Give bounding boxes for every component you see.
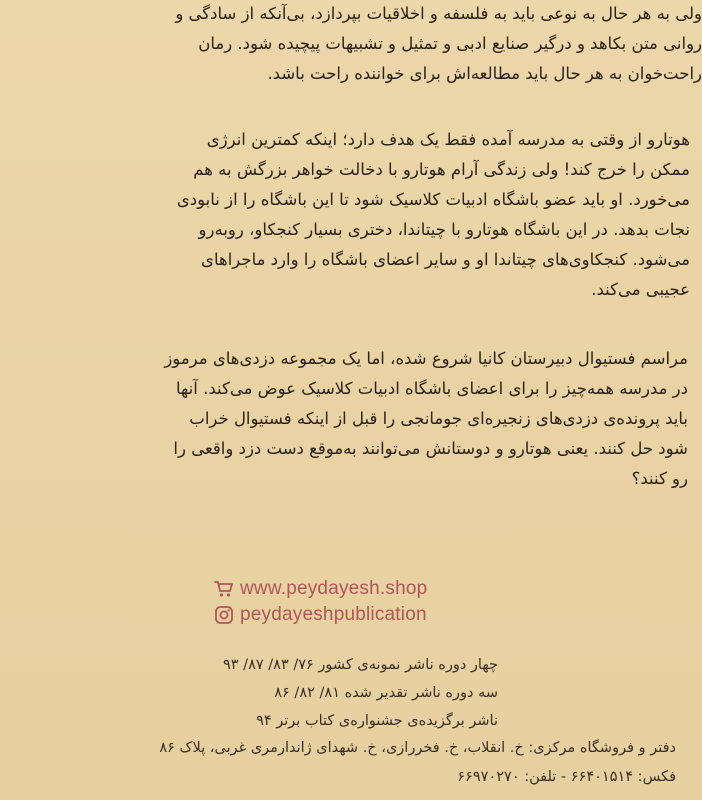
paragraph-line: ولی به هر حال به نوعی باید به فلسفه و اخلاقیات بپردازد، بی‌آنکه از سادگی و — [175, 4, 702, 23]
paragraph-line: عجیبی می‌کند. — [591, 280, 690, 299]
award-line: سه دوره ناشر تقدیر شده ۸۱/ ۸۲/ ۸۶ — [274, 685, 498, 701]
paragraph-synopsis — [80, 125, 690, 305]
instagram-icon — [214, 605, 234, 625]
paragraph-line: رو کنند؟ — [631, 469, 688, 488]
award-line: ناشر برگزیده‌ی جشنواره‌ی کتاب برتر ۹۴ — [256, 713, 498, 729]
paragraph-line: باید پرونده‌ی دزدی‌های زنجیره‌ای جومانجی را قبل از اینکه فستیوال خراب — [189, 409, 688, 428]
website-link[interactable] — [214, 578, 427, 600]
paragraph-line: راحت‌خوان به هر حال باید مطالعه‌اش برای خواننده راحت باشد. — [267, 64, 702, 83]
address-line: دفتر و فروشگاه مرکزی: خ. انقلاب، خ. فخررازی، خ. شهدای ژاندارمری غربی، پلاک ۸۶ — [159, 740, 676, 756]
paragraph-line: در مدرسه همه‌چیز را برای اعضای باشگاه ادبیات کلاسیک عوض می‌کند. آنها — [176, 379, 688, 398]
phone-fax-line: فکس: ۶۶۴۰۱۵۱۴ - تلفن: ۶۶۹۷۰۲۷۰ — [457, 769, 676, 785]
paragraph-line: مراسم فستیوال دبیرستان کانیا شروع شده، اما یک مجموعه دزدی‌های مرموز — [164, 349, 688, 368]
paragraph-line: می‌شود. کنجکاوی‌های چیتاندا او و سایر اعضای باشگاه را وارد ماجراهای — [201, 250, 690, 269]
instagram-link[interactable] — [214, 604, 427, 626]
paragraph-intro — [86, 0, 702, 89]
award-line: چهار دوره ناشر نمونه‌ی کشور ۷۶/ ۸۳/ ۸۷/ ۹۳ — [223, 657, 498, 673]
paragraph-line: هوتارو از وقتی به مدرسه آمده فقط یک هدف دارد؛ اینکه کمترین انرژی — [206, 130, 690, 149]
paragraph-line: شود حل کنند. یعنی هوتارو و دوستانش می‌توانند به‌موقع دست دزد واقعی را — [173, 439, 688, 458]
paragraph-line: نجات بدهد. در این باشگاه هوتارو با چیتاندا، دختری بسیار کنجکاو، روبه‌رو — [198, 220, 690, 239]
paragraph-line: ممکن را خرج کند! ولی زندگی آرام هوتارو با دخالت خواهر بزرگش به هم — [193, 160, 690, 179]
paragraph-line: روانی متن بکاهد و درگیر صنایع ادبی و تمثیل و تشبیهات پیچیده شود. رمان — [198, 34, 702, 53]
paragraph-festival — [78, 344, 688, 494]
website-url[interactable]: www.peydayesh.shop — [240, 578, 428, 599]
paragraph-line: می‌خورد. او باید عضو باشگاه ادبیات کلاسیک شود تا این باشگاه را از نابودی — [176, 190, 690, 209]
shopping-cart-icon — [214, 579, 234, 599]
instagram-handle[interactable]: peydayeshpublication — [240, 604, 427, 625]
